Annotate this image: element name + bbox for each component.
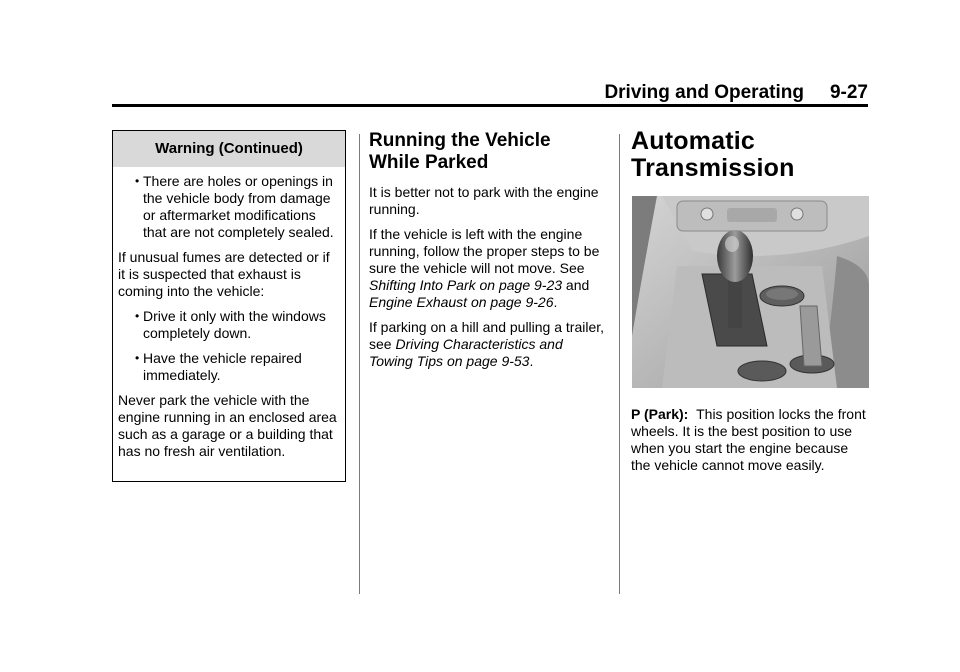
warning-paragraph: Never park the vehicle with the engine running in an enclosed area such as a garage or a building that has no fresh air ventilation.: [118, 392, 337, 459]
gear-shifter-photo: [632, 196, 869, 388]
running-paragraph: It is better not to park with the engine running.: [369, 184, 599, 217]
warning-paragraph: If unusual fumes are detected or if it is suspected that exhaust is coming into the vehicle:: [118, 249, 330, 299]
park-text: This position locks the front wheels. It is the best position to use when you start the engine because the vehicle cannot move easily.: [631, 406, 866, 473]
running-section: [369, 130, 605, 378]
warning-title: Warning (Continued): [113, 131, 345, 167]
cross-reference-link[interactable]: Driving Characteristics and Towing Tips on page 9-53: [369, 336, 563, 369]
running-paragraph: If parking on a hill and pulling a trailer, see Driving Characteristics and Towing Tips on page 9-53.: [369, 319, 605, 369]
cross-reference-link[interactable]: Shifting Into Park on page 9-23: [369, 277, 563, 293]
running-heading: Running the Vehicle While Parked: [369, 130, 551, 173]
transmission-heading: Automatic Transmission: [631, 127, 795, 182]
column-divider: [619, 134, 620, 594]
running-paragraph: If the vehicle is left with the engine running, follow the proper steps to be sure the vehicle will not move. See Shifting Into Park on page 9-23 and Engine Exhaust on page 9-26.: [369, 226, 600, 310]
park-description: [631, 406, 869, 482]
warning-bullet: • Drive it only with the windows completely down.: [135, 308, 326, 341]
park-label: P (Park):: [631, 406, 689, 422]
header-rule: [112, 104, 868, 107]
warning-bullet: • Have the vehicle repaired immediately.: [135, 350, 302, 383]
bullet-icon: •: [135, 174, 140, 188]
bullet-icon: •: [135, 309, 140, 323]
warning-bullet: • There are holes or openings in the vehicle body from damage or aftermarket modifications that are not completely sealed.: [135, 173, 334, 240]
cross-reference-link[interactable]: Engine Exhaust on page 9-26: [369, 294, 554, 310]
bullet-icon: •: [135, 351, 140, 365]
warning-box: [112, 130, 346, 482]
transmission-section: [631, 128, 869, 198]
page-number: 9-27: [829, 82, 868, 103]
section-title: Driving and Operating: [604, 82, 804, 103]
column-divider: [359, 134, 360, 594]
page-header: [112, 82, 868, 104]
